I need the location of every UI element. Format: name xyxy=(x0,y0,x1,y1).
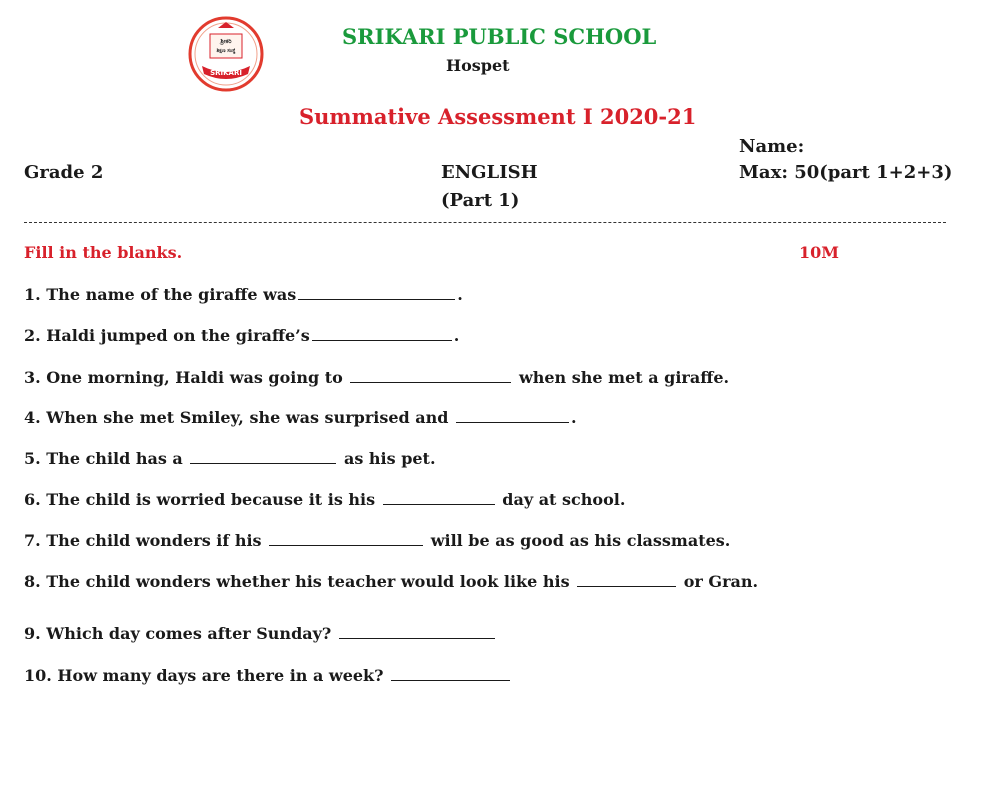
school-logo xyxy=(188,16,264,92)
answer-blank-5[interactable] xyxy=(190,449,336,464)
subject-label: ENGLISH xyxy=(441,162,538,183)
school-city: Hospet xyxy=(446,56,510,75)
question-1 xyxy=(24,285,463,304)
answer-blank-6[interactable] xyxy=(383,490,495,505)
answer-blank-2[interactable] xyxy=(312,326,452,341)
part-label: (Part 1) xyxy=(441,190,520,211)
question-9 xyxy=(24,624,497,643)
question-text-after: will be as good as his classmates. xyxy=(430,531,731,550)
question-text: 9. Which day comes after Sunday? xyxy=(24,624,332,643)
question-2 xyxy=(24,326,459,345)
answer-blank-7[interactable] xyxy=(269,531,423,546)
logo-text-bottom: SRIKARI xyxy=(210,69,242,77)
answer-blank-3[interactable] xyxy=(350,368,511,383)
logo-text-mid: ಶಿಕ್ಷಣ ಸಂಸ್ಥೆ xyxy=(216,48,236,54)
question-5 xyxy=(24,449,436,468)
question-text: 10. How many days are there in a week? xyxy=(24,666,384,685)
question-4 xyxy=(24,408,577,427)
question-10 xyxy=(24,666,512,685)
question-text: 1. The name of the giraffe was xyxy=(24,285,297,304)
question-text-after: day at school. xyxy=(502,490,626,509)
question-text: 3. One morning, Haldi was going to xyxy=(24,368,343,387)
question-3 xyxy=(24,368,729,387)
answer-blank-9[interactable] xyxy=(339,624,495,639)
question-text-after: as his pet. xyxy=(343,449,436,468)
section-title: Fill in the blanks. xyxy=(24,243,183,262)
section-marks: 10M xyxy=(799,243,839,262)
answer-blank-4[interactable] xyxy=(456,408,569,423)
grade-label: Grade 2 xyxy=(24,162,104,183)
question-text-after: . xyxy=(453,326,460,345)
answer-blank-10[interactable] xyxy=(391,666,510,681)
question-7 xyxy=(24,531,730,550)
exam-title: Summative Assessment I 2020-21 xyxy=(299,104,697,129)
question-text-after: . xyxy=(571,408,577,427)
question-text: 6. The child is worried because it is his xyxy=(24,490,376,509)
answer-blank-1[interactable] xyxy=(298,285,455,300)
question-text: 2. Haldi jumped on the giraffe’s xyxy=(24,326,310,345)
answer-blank-8[interactable] xyxy=(577,572,676,587)
question-text-after: when she met a giraffe. xyxy=(518,368,730,387)
school-name: SRIKARI PUBLIC SCHOOL xyxy=(342,24,657,49)
question-8 xyxy=(24,572,758,591)
header-divider xyxy=(24,222,946,223)
name-label: Name: xyxy=(739,136,805,157)
question-text: 7. The child wonders if his xyxy=(24,531,262,550)
question-text: 8. The child wonders whether his teacher would look like his xyxy=(24,572,570,591)
question-6 xyxy=(24,490,625,509)
question-text-after: . xyxy=(457,285,463,304)
max-marks-label: Max: 50(part 1+2+3) xyxy=(739,162,953,183)
logo-emblem-icon xyxy=(188,16,264,92)
question-text: 5. The child has a xyxy=(24,449,183,468)
logo-text-top: ಶ್ರೀಕರಿ xyxy=(220,38,232,45)
question-text: 4. When she met Smiley, she was surprised and xyxy=(24,408,449,427)
question-text-after: or Gran. xyxy=(683,572,759,591)
